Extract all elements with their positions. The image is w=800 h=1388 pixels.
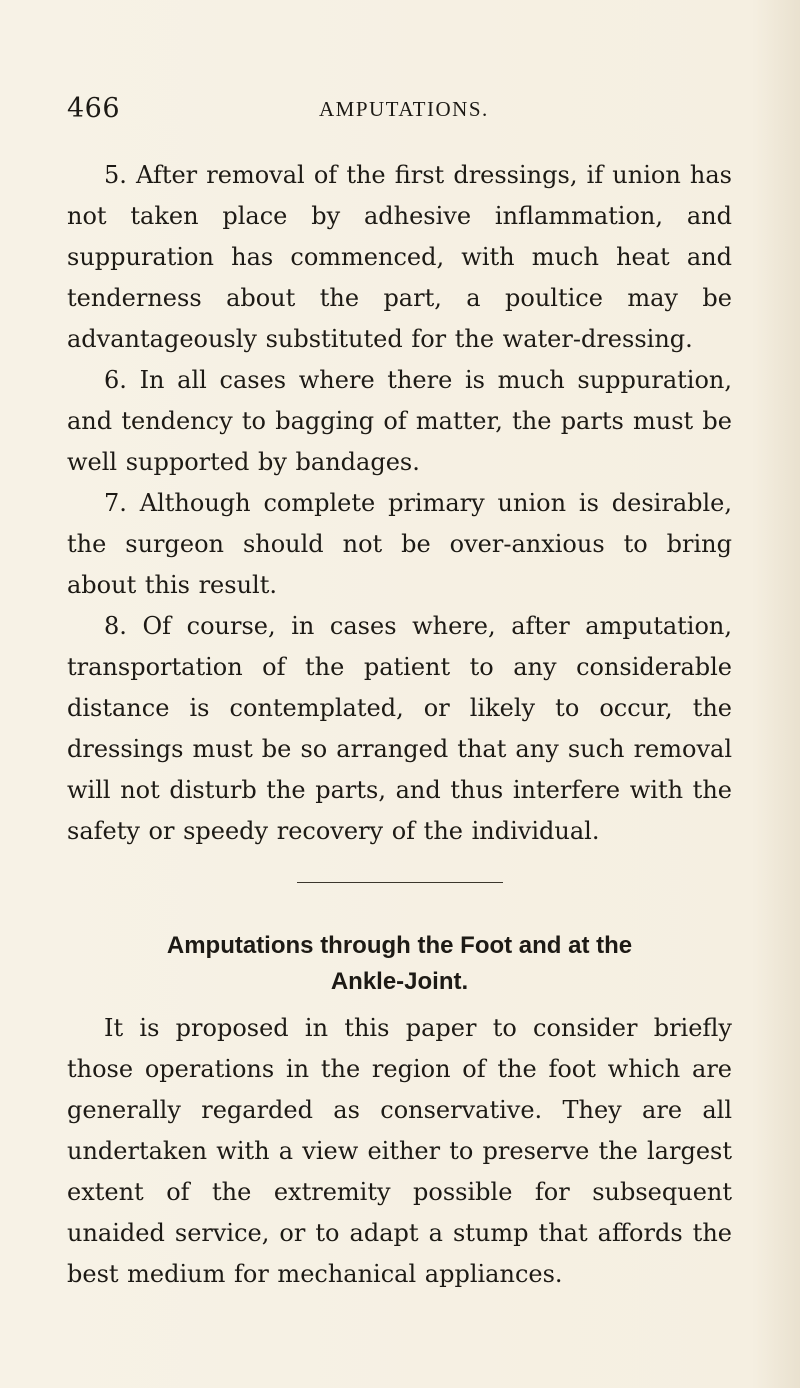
section-heading-line-2: Ankle-Joint. bbox=[330, 968, 469, 995]
page-header bbox=[67, 92, 727, 126]
paragraph-6: 6. In all cases where there is much suppuration, and tendency to bagging of matter, the parts must be well supported by bandages. bbox=[67, 366, 732, 476]
paragraph-7: 7. Although complete primary union is desirable, the surgeon should not be over-anxious to bring about this result. bbox=[67, 489, 732, 599]
section-divider bbox=[297, 882, 503, 883]
page-number: 466 bbox=[67, 93, 121, 124]
section-heading-line-1: Amputations through the Foot and at the bbox=[166, 932, 633, 959]
section-heading bbox=[67, 928, 732, 1000]
running-head: AMPUTATIONS. bbox=[319, 97, 489, 121]
body-text-after-section bbox=[67, 1008, 732, 1295]
paragraph-8: 8. Of course, in cases where, after amputation, transportation of the patient to any considerable distance is contemplated, or likely to occur, the dressings must be so arranged that any such removal will not disturb the parts, and thus interfere with the safety or speedy recovery of the individual. bbox=[67, 612, 732, 845]
body-text-before-section bbox=[67, 155, 732, 852]
intro-paragraph: It is proposed in this paper to consider briefly those operations in the region of the foot which are generally regarded as conservative. They are all undertaken with a view either to preserve the largest extent of the extremity possible for subsequent unaided service, or to adapt a stump that affords the best medium for mechanical appliances. bbox=[67, 1014, 732, 1288]
paragraph-5: 5. After removal of the first dressings, if union has not taken place by adhesive inflammation, and suppuration has commenced, with much heat and tenderness about the part, a poultice may be advantageously substituted for the water-dressing. bbox=[67, 161, 732, 353]
